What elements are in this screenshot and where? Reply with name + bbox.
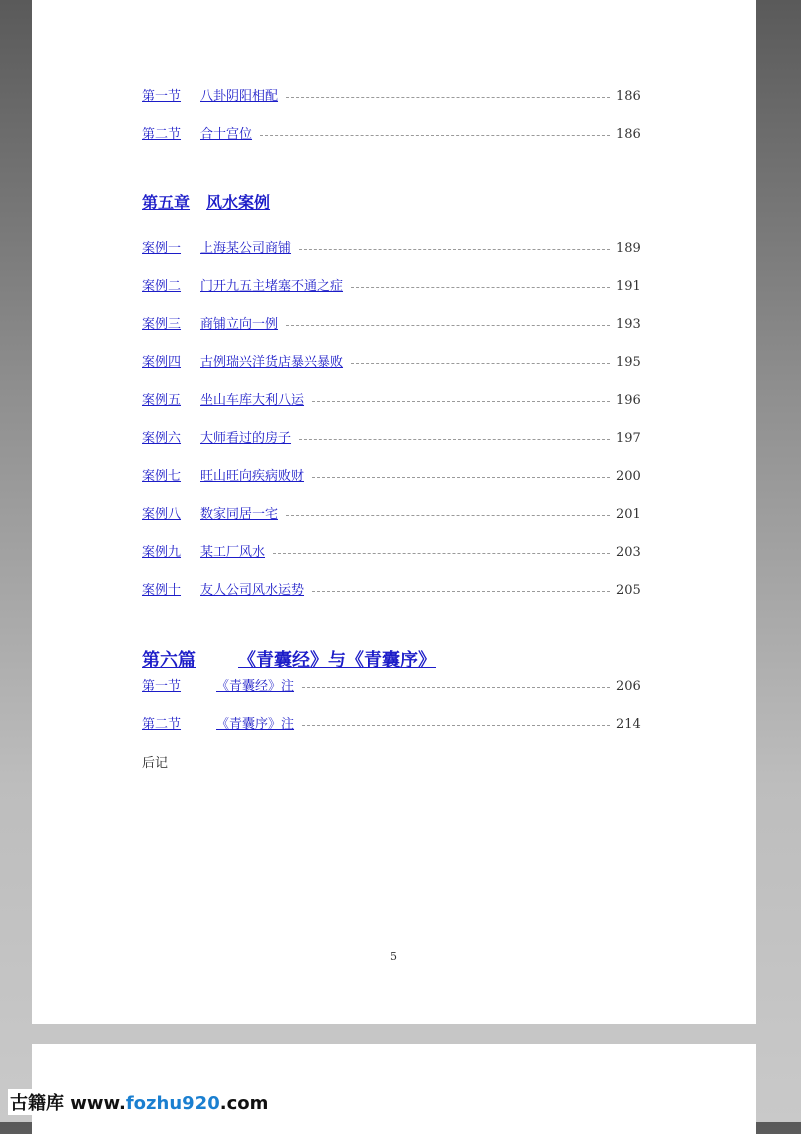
dot-leader	[299, 249, 610, 250]
toc-entry[interactable]	[142, 674, 640, 694]
toc-title-link[interactable]: 友人公司风水运势	[200, 583, 305, 598]
toc-entry[interactable]	[142, 350, 640, 370]
toc-page-number: 197	[616, 431, 641, 446]
dot-leader	[302, 725, 610, 726]
toc-section-link[interactable]: 案例五	[142, 393, 182, 408]
toc-title-link[interactable]: 坐山车库大利八运	[200, 393, 305, 408]
toc-page-number: 214	[616, 717, 641, 732]
toc-title-link[interactable]: 某工厂风水	[200, 545, 266, 560]
dot-leader	[299, 439, 610, 440]
toc-page-number: 193	[616, 317, 641, 332]
toc-section-link[interactable]: 案例二	[142, 279, 182, 294]
watermark-accent: fozhu920	[125, 1093, 220, 1114]
toc-entry[interactable]	[142, 312, 640, 332]
toc-entry[interactable]	[142, 540, 640, 560]
toc-page-number: 195	[616, 355, 641, 370]
dot-leader	[312, 591, 610, 592]
toc-section-link[interactable]: 案例七	[142, 469, 182, 484]
toc-entry[interactable]	[142, 236, 640, 256]
toc-section-link[interactable]: 案例九	[142, 545, 182, 560]
toc-page-number: 203	[616, 545, 641, 560]
toc-section-link[interactable]: 案例四	[142, 355, 182, 370]
toc-title-link[interactable]: 旺山旺向疾病败财	[200, 469, 305, 484]
toc-page-number: 201	[616, 507, 641, 522]
toc-entry[interactable]	[142, 712, 640, 732]
toc-section-link[interactable]: 案例六	[142, 431, 182, 446]
dot-leader	[273, 553, 610, 554]
toc-section-link[interactable]: 第二节	[142, 717, 182, 732]
chapter-number[interactable]: 第五章	[142, 193, 191, 212]
toc-page-number: 186	[616, 127, 641, 142]
toc-title-link[interactable]: 大师看过的房子	[200, 431, 292, 446]
toc-title-link[interactable]: 《青囊序》注	[216, 717, 295, 732]
toc-title-link[interactable]: 上海某公司商铺	[200, 241, 292, 256]
toc-entry[interactable]	[142, 84, 640, 104]
part-title[interactable]: 《青囊经》与《青囊序》	[238, 650, 436, 671]
toc-title-link[interactable]: 《青囊经》注	[216, 679, 295, 694]
toc-section-link[interactable]: 第一节	[142, 89, 182, 104]
toc-section-link[interactable]: 案例一	[142, 241, 182, 256]
toc-title-link[interactable]: 古例瑞兴洋货店暴兴暴败	[200, 355, 344, 370]
toc-page-number: 186	[616, 89, 641, 104]
toc-title-link[interactable]: 商铺立向一例	[200, 317, 279, 332]
dot-leader	[312, 477, 610, 478]
toc-entry[interactable]	[142, 502, 640, 522]
chapter-title[interactable]: 风水案例	[206, 193, 271, 212]
toc-entry[interactable]	[142, 426, 640, 446]
dot-leader	[286, 325, 610, 326]
dot-leader	[286, 97, 610, 98]
toc-page-number: 206	[616, 679, 641, 694]
watermark-suffix: .com	[219, 1093, 269, 1114]
document-page	[32, 0, 756, 1024]
afterword: 后记	[142, 756, 169, 771]
toc-section-link[interactable]: 第二节	[142, 127, 182, 142]
watermark-prefix: 古籍库 www.	[10, 1093, 126, 1114]
watermark	[8, 1089, 270, 1115]
dot-leader	[312, 401, 610, 402]
page-number: 5	[390, 950, 397, 963]
toc-entry[interactable]	[142, 122, 640, 142]
toc-page-number: 189	[616, 241, 641, 256]
toc-section-link[interactable]: 案例十	[142, 583, 182, 598]
dot-leader	[351, 363, 610, 364]
toc-page-number: 200	[616, 469, 641, 484]
toc-entry[interactable]	[142, 578, 640, 598]
part-number[interactable]: 第六篇	[142, 650, 196, 671]
toc-entry[interactable]	[142, 274, 640, 294]
toc-entry[interactable]	[142, 388, 640, 408]
dot-leader	[260, 135, 610, 136]
part-heading[interactable]	[142, 646, 436, 672]
toc-title-link[interactable]: 合十宫位	[200, 127, 253, 142]
dot-leader	[286, 515, 610, 516]
toc-page-number: 205	[616, 583, 641, 598]
dot-leader	[302, 687, 610, 688]
toc-title-link[interactable]: 门开九五主堵塞不通之症	[200, 279, 344, 294]
toc-entry[interactable]	[142, 464, 640, 484]
toc-page-number: 191	[616, 279, 641, 294]
toc-section-link[interactable]: 案例八	[142, 507, 182, 522]
chapter-heading[interactable]	[142, 190, 270, 213]
toc-section-link[interactable]: 第一节	[142, 679, 182, 694]
toc-title-link[interactable]: 数家同居一宅	[200, 507, 279, 522]
toc-section-link[interactable]: 案例三	[142, 317, 182, 332]
toc-title-link[interactable]: 八卦阴阳相配	[200, 89, 279, 104]
dot-leader	[351, 287, 610, 288]
toc-page-number: 196	[616, 393, 641, 408]
